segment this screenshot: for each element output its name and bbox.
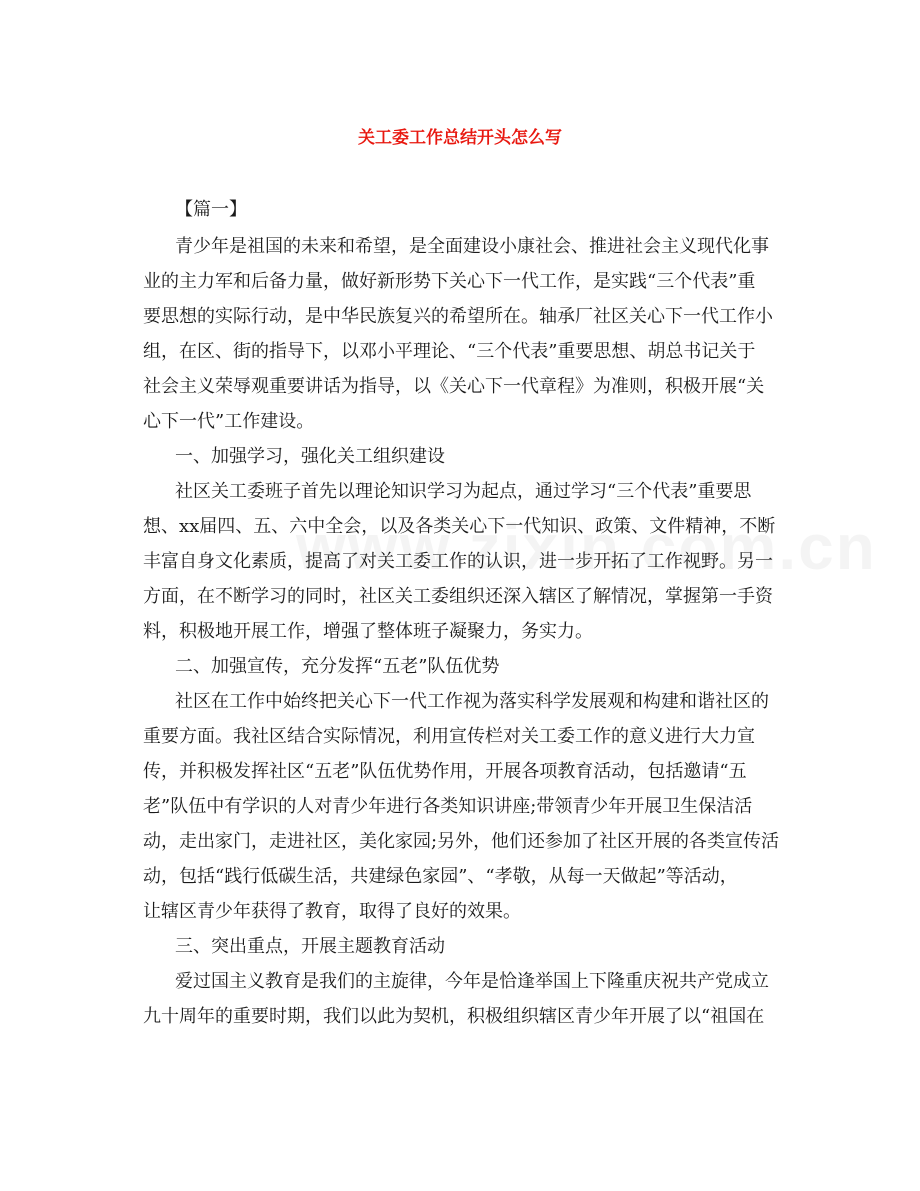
paragraph-line: 爱过国主义教育是我们的主旋律，今年是恰逢举国上下隆重庆祝共产党成立 xyxy=(175,971,769,992)
paragraph-line: 老”队伍中有学识的人对青少年进行各类知识讲座;带领青少年开展卫生保洁活 xyxy=(143,796,753,817)
paragraph-line: 要思想的实际行动，是中华民族复兴的希望所在。轴承厂社区关心下一代工作小 xyxy=(143,306,773,327)
paragraph-line: 青少年是祖国的未来和希望，是全面建设小康社会、推进社会主义现代化事 xyxy=(175,236,769,257)
paragraph-line: 想、xx届四、五、六中全会，以及各类关心下一代知识、政策、文件精神，不断 xyxy=(143,516,776,537)
paragraph-line: 社会主义荣辱观重要讲话为指导，以《关心下一代章程》为准则，积极开展“关 xyxy=(143,376,765,397)
subsection-heading: 二、加强宣传，充分发挥“五老”队伍优势 xyxy=(175,656,500,677)
paragraph-line: 丰富自身文化素质，提高了对关工委工作的认识，进一步开拓了工作视野。另一 xyxy=(143,551,773,572)
paragraph-line: 业的主力军和后备力量，做好新形势下关心下一代工作，是实践“三个代表”重 xyxy=(143,271,756,292)
paragraph-line: 动，走出家门，走进社区，美化家园;另外，他们还参加了社区开展的各类宣传活 xyxy=(143,831,780,852)
paragraph-line: 方面，在不断学习的同时，社区关工委组织还深入辖区了解情况，掌握第一手资 xyxy=(143,586,773,607)
paragraph-line: 动，包括“践行低碳生活，共建绿色家园”、“孝敬，从每一天做起”等活动， xyxy=(143,866,738,887)
paragraph-line: 九十周年的重要时期，我们以此为契机，积极组织辖区青少年开展了以“祖国在 xyxy=(143,1006,765,1027)
document-title: 关工委工作总结开头怎么写 xyxy=(358,128,562,148)
paragraph-line: 社区关工委班子首先以理论知识学习为起点，通过学习“三个代表”重要思 xyxy=(175,481,752,502)
subsection-heading: 一、加强学习，强化关工组织建设 xyxy=(175,446,445,467)
paragraph-line: 心下一代”工作建设。 xyxy=(143,411,315,432)
paragraph-line: 料，积极地开展工作，增强了整体班子凝聚力，务实力。 xyxy=(143,621,593,642)
paragraph-line: 传，并积极发挥社区“五老”队伍优势作用，开展各项教育活动，包括邀请“五 xyxy=(143,761,747,782)
section-heading: 【篇一】 xyxy=(175,199,247,220)
paragraph-line: 让辖区青少年获得了教育，取得了良好的效果。 xyxy=(143,901,521,922)
subsection-heading: 三、突出重点，开展主题教育活动 xyxy=(175,936,445,957)
paragraph-line: 社区在工作中始终把关心下一代工作视为落实科学发展观和构建和谐社区的 xyxy=(175,691,769,712)
paragraph-line: 组，在区、街的指导下，以邓小平理论、“三个代表”重要思想、胡总书记关于 xyxy=(143,341,756,362)
paragraph-line: 重要方面。我社区结合实际情况，利用宣传栏对关工委工作的意义进行大力宣 xyxy=(143,726,755,747)
